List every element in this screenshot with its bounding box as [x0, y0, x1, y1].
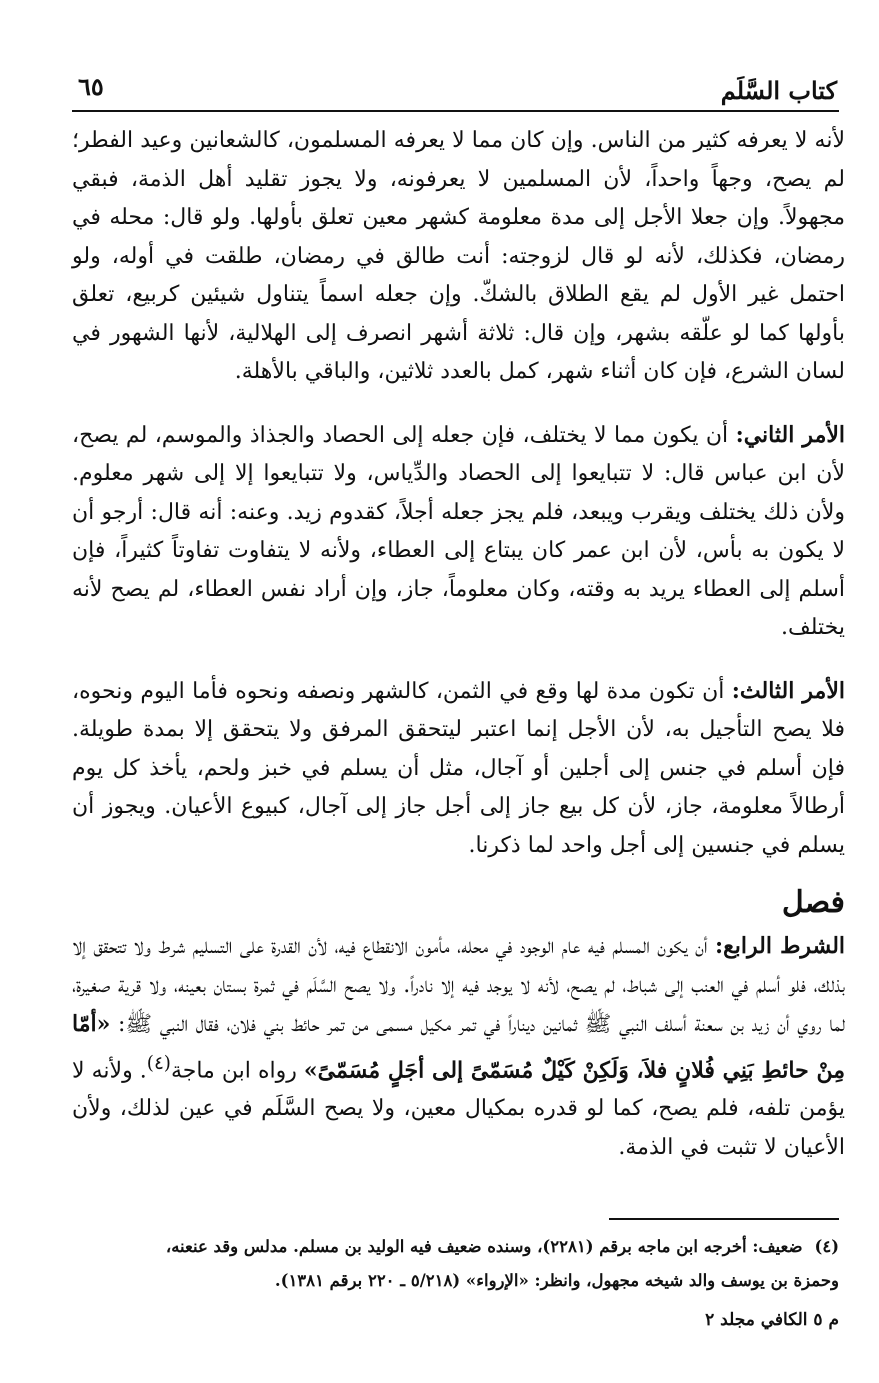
footnote-4-line-1	[72, 1230, 839, 1264]
paragraph-4-text-b: رواه ابن ماجة	[170, 1057, 304, 1083]
footnotes	[72, 1230, 839, 1298]
paragraph-2-lead: الأمر الثاني:	[735, 421, 846, 448]
paragraph-3-lead: الأمر الثالث:	[731, 677, 845, 704]
paragraph-4-text-c: . ولأنه لا يؤمن تلفه، فلم يصح، كما لو قدره بمكيال معين، ولا يصح السَّلَم في عين لذلك، ولأن الأعيان لا تثبت في الذمة.	[72, 1057, 845, 1160]
footnote-reference: (٤)	[146, 1052, 171, 1074]
page-header	[72, 70, 839, 112]
footnote-4-text-1: ضعيف: أخرجه ابن ماجه برقم (٢٢٨١)، وسنده ضعيف فيه الوليد بن مسلم. مدلس وقد عنعنه،	[165, 1237, 803, 1256]
printer-signature: م ٥ الكافي مجلد ٢	[705, 1310, 839, 1330]
running-title: كتاب السَّلَم	[720, 76, 837, 105]
footnote-4-number: (٤)	[814, 1237, 839, 1256]
paragraph-1: لأنه لا يعرفه كثير من الناس. وإن كان مما لا يعرفه المسلمون، كالشعانين وعيد الفطر؛ لم يصح، وجهاً واحداً، لأن المسلمين لا يعرفونه، ولا يجوز تقليد أهل الذمة، فبقي مجهولاً. وإن جعلا الأجل إلى مدة معلومة كشهر معين تعلق بأولها. ولو قال: محله في رمضان، فكذلك، لأنه لو قال لزوجته: أنت طالق في رمضان، طلقت في أوله، ولو احتمل غير الأول لم يقع الطلاق بالشكّ. وإن جعله اسماً يتناول شيئين كربيع، تعلق بأولها كما لو علّقه بشهر، وإن قال: ثلاثة أشهر انصرف إلى الهلالية، لأنها الشهور في لسان الشرع، فإن كان أثناء شهر، كمل بالعدد ثلاثين، والباقي بالأهلة.	[72, 128, 845, 384]
paragraph-2	[72, 416, 845, 648]
hadith-quote: «أمّا مِنْ حائطِ بَنِي فُلانٍ فلاَ، وَلَكِنْ كَيْلٌ مُسَمّىً إلى أجَلٍ مُسَمّىً»	[72, 1011, 845, 1083]
paragraph-4-lead: الشرط الرابع:	[714, 933, 846, 959]
paragraph-3	[72, 672, 845, 866]
footnote-divider	[609, 1218, 839, 1220]
paragraph-4-text-a: أن يكون المسلم فيه عام الوجود في محله، مأمون الانقطاع فيه، لأن القدرة على التسليم شرط ولا تتحقق إلا بذلك، فلو أسلم في العنب إلى شباط، لم يصح، لأنه لا يوجد فيه إلا نادراً. ولا يصح السَّلَم في ثمرة بستان بعينه، ولا قرية صغيرة، لما روي أن زيد بن سعنة أسلف النبي ﷺ ثمانين ديناراً في تمر مكيل مسمى من تمر حائط بني فلان، فقال النبي ﷺ:	[72, 934, 845, 1037]
main-text	[72, 122, 845, 1167]
footnote-4-line-2: وحمزة بن يوسف والد شيخه مجهول، وانظر: «الإرواء» (٥/٢١٨ ـ ٢٢٠ برقم ١٣٨١).	[274, 1271, 839, 1290]
section-heading: فصل	[781, 885, 845, 920]
paragraph-2-text: أن يكون مما لا يختلف، فإن جعله إلى الحصاد والجذاذ والموسم، لم يصح، لأن ابن عباس قال: لا تتبايعوا إلى الحصاد والدِّياس، ولا تتبايعوا إلا إلى شهر معلوم. ولأن ذلك يختلف ويقرب ويبعد، فلم يجز جعله أجلاً، كقدوم زيد. وعنه: أنه قال: أرجو أن لا يكون به بأس، لأن ابن عمر كان يبتاع إلى العطاء، ولأنه لا يتفاوت تفاوتاً كثيراً، فإن أسلم إلى العطاء يريد به وقته، وكان معلوماً، جاز، وإن أراد نفس العطاء، لم يصح لأنه يختلف.	[72, 422, 845, 640]
paragraph-4	[72, 927, 845, 1167]
page-number: ٦٥	[78, 72, 104, 101]
paragraph-3-text: أن تكون مدة لها وقع في الثمن، كالشهر ونصفه ونحوه فأما اليوم ونحوه، فلا يصح التأجيل به، لأن الأجل إنما اعتبر ليتحقق المرفق ولا يتحقق إلا بمدة طويلة. فإن أسلم في جنس إلى أجلين أو آجال، مثل أن يسلم في خبز ولحم، يأخذ كل يوم أرطالاً معلومة، جاز، لأن كل بيع جاز إلى أجل جاز إلى آجال، كبيوع الأعيان. ويجوز أن يسلم في جنسين إلى أجل واحد لما ذكرنا.	[72, 678, 845, 858]
